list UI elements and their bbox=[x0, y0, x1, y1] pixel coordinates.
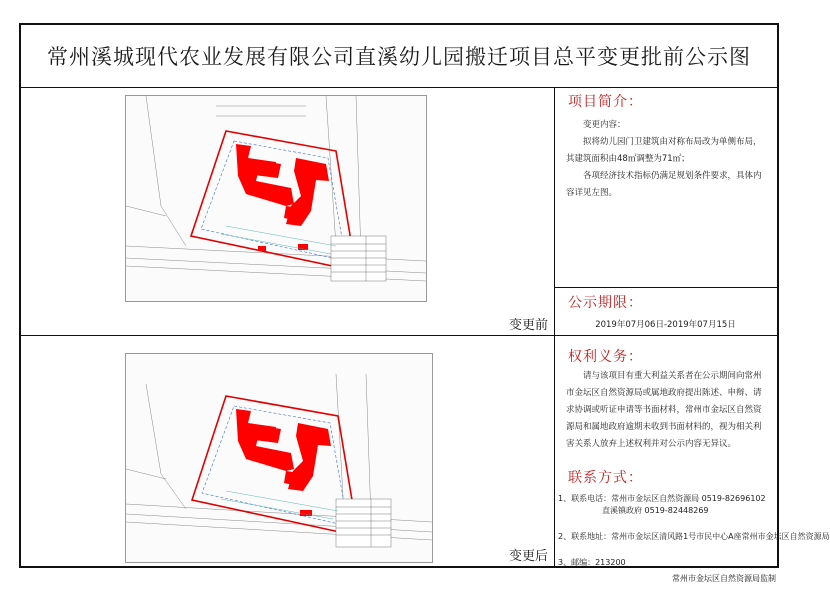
footer-issuer: 常州市金坛区自然资源局监制 bbox=[672, 574, 776, 583]
poster-frame bbox=[19, 23, 830, 568]
rights-section bbox=[554, 335, 777, 463]
project-section bbox=[554, 87, 777, 287]
site-plan-after-svg bbox=[126, 354, 432, 562]
contact-phone-1: 1、联系电话：常州市金坛区自然资源局 0519-82696102 bbox=[558, 494, 766, 503]
project-intro: 变更内容： bbox=[583, 120, 626, 130]
period-section bbox=[554, 287, 777, 335]
rights-text: 请与该项目有重大利益关系者在公示期间向常州市金坛区自然资源局或属地政府提出陈述、申辩、请求协调或听证申请等书面材料，常州市金坛区自然资源局和属地政府逾期未收到书面材料的，视为相关利害关系人放弃上述权利并对公示内容无异议。 bbox=[566, 371, 762, 449]
site-plan-before-svg bbox=[126, 96, 426, 301]
period-text: 2019年07月06日-2019年07月15日 bbox=[595, 320, 736, 330]
after-label: 变更后 bbox=[508, 549, 548, 564]
site-plan-before bbox=[125, 95, 427, 302]
site-plan-after bbox=[125, 353, 433, 563]
before-label: 变更前 bbox=[508, 318, 548, 333]
contact-address: 2、联系地址：常州市金坛区清风路1号市民中心A座常州市金坛区自然资源局 bbox=[558, 532, 830, 541]
page-title: 常州溪城现代农业发展有限公司直溪幼儿园搬迁项目总平变更批前公示图 bbox=[21, 25, 777, 88]
period-heading: 公示期限： bbox=[568, 295, 643, 311]
project-heading: 项目简介： bbox=[568, 94, 643, 110]
buildings-after bbox=[236, 409, 331, 516]
rights-heading: 权利义务： bbox=[568, 349, 643, 365]
left-divider bbox=[21, 335, 554, 336]
contact-section bbox=[554, 463, 830, 567]
project-paragraph-1: 拟将幼儿园门卫建筑由对称布局改为单侧布局，其建筑面积由48㎡调整为71㎡； bbox=[566, 137, 762, 164]
info-column bbox=[554, 87, 830, 567]
project-paragraph-2: 各项经济技术指标仍满足规划条件要求，具体内容详见左图。 bbox=[566, 171, 762, 198]
contact-postcode: 3、邮编：213200 bbox=[558, 558, 626, 567]
buildings bbox=[236, 144, 329, 251]
left-column bbox=[21, 87, 555, 566]
contact-heading: 联系方式： bbox=[568, 470, 643, 486]
contact-phone-2: 直溪镇政府 0519-82448269 bbox=[602, 506, 709, 515]
